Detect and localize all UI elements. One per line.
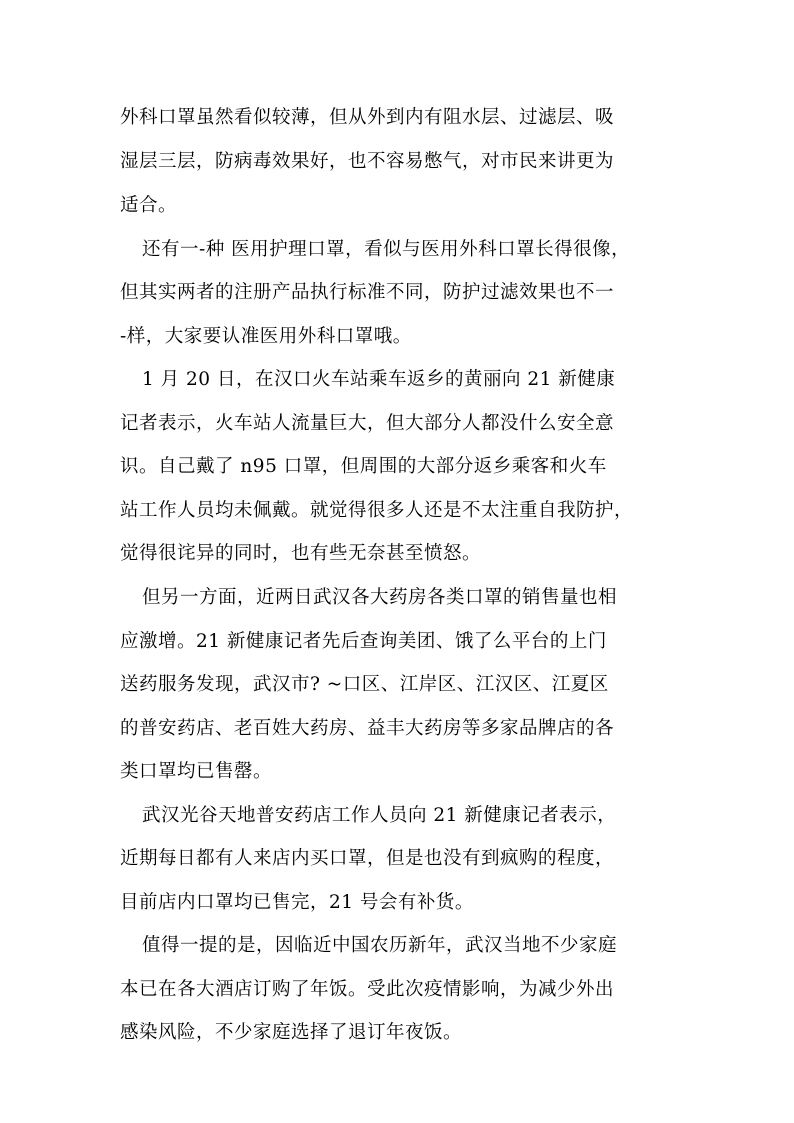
paragraph-6-line-1: 值得一提的是，因临近中国农历新年，武汉当地不少家庭 — [142, 935, 618, 956]
paragraph-5-line-2: 近期每日都有人来店内买口罩，但是也没有到疯购的程度， — [120, 848, 615, 869]
paragraph-6-line-3: 感染风险，不少家庭选择了退订年夜饭。 — [120, 1022, 463, 1043]
paragraph-4-line-1: 但另一方面，近两日武汉各大药房各类口罩的销售量也相 — [142, 587, 618, 608]
paragraph-3-line-5: 觉得很诧异的同时，也有些无奈甚至愤怒。 — [120, 543, 482, 564]
paragraph-5-line-3: 目前店内口罩均已售完，21 号会有补货。 — [120, 892, 474, 913]
paragraph-3-line-3: 识。自己戴了 n95 口罩，但周围的大部分返乡乘客和火车 — [120, 456, 607, 477]
paragraph-1-line-2: 湿层三层，防病毒效果好，也不容易憋气，对市民来讲更为 — [120, 151, 615, 172]
paragraph-1-line-1: 外科口罩虽然看似较薄，但从外到内有阻水层、过滤层、吸 — [120, 107, 615, 128]
paragraph-4-line-4: 的普安药店、老百姓大药房、益丰大药房等多家品牌店的各 — [120, 718, 615, 739]
paragraph-3-line-4: 站工作人员均未佩戴。就觉得很多人还是不太注重自我防护， — [120, 500, 634, 521]
paragraph-3-line-1: 1 月 20 日，在汉口火车站乘车返乡的黄丽向 21 新健康 — [142, 369, 616, 390]
paragraph-2-line-2: 但其实两者的注册产品执行标准不同，防护过滤效果也不一 — [120, 282, 615, 303]
paragraph-1-line-3: 适合。 — [120, 195, 178, 216]
paragraph-3-line-2: 记者表示，火车站人流量巨大，但大部分人都没什么安全意 — [120, 413, 615, 434]
paragraph-5-line-1: 武汉光谷天地普安药店工作人员向 21 新健康记者表示， — [142, 805, 617, 826]
paragraph-2-line-1: 还有一-种 医用护理口罩，看似与医用外科口罩长得很像， — [142, 239, 631, 260]
paragraph-4-line-3: 送药服务发现，武汉市? ~口区、江岸区、江汉区、江夏区 — [120, 674, 609, 695]
paragraph-4-line-2: 应激增。21 新健康记者先后查询美团、饿了么平台的上门 — [120, 631, 607, 652]
paragraph-2-line-3: -样，大家要认准医用外科口罩哦。 — [120, 326, 412, 347]
paragraph-6-line-2: 本已在各大酒店订购了年饭。受此次疫情影响，为减少外出 — [120, 979, 615, 1000]
paragraph-4-line-5: 类口罩均已售罄。 — [120, 761, 273, 782]
